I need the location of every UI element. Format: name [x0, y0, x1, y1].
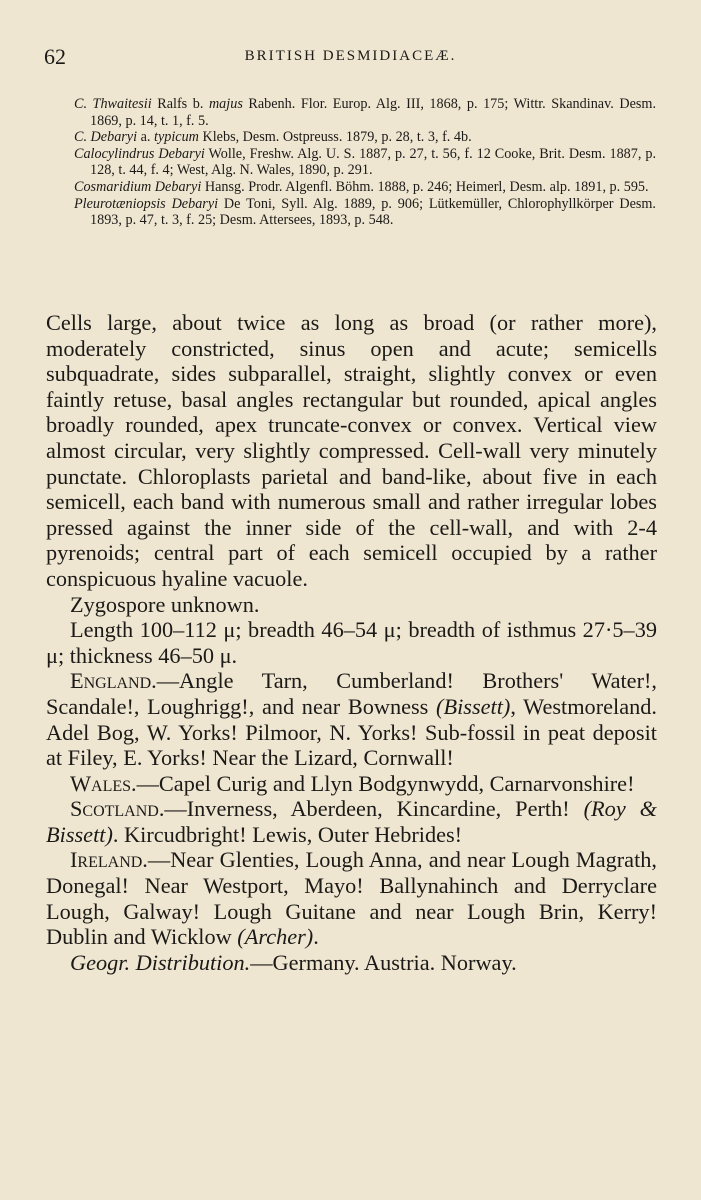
- synonym-entry: C. Thwaitesii Ralfs b. majus Rabenh. Flor. Europ. Alg. III, 1868, p. 175; Wittr. Skandinav. Desm. 1869, p. 14, t. 1, f. 5.: [74, 96, 656, 129]
- region-label: England.: [70, 668, 157, 694]
- description-paragraph: Cells large, about twice as long as broad (or rather more), moderately constricted, sinus open and acute; semicells subquadrate, sides subparallel, straight, slightly convex or even faintly retuse, basal angles rectangular but rounded, apical angles broadly rounded, apex truncate-convex or convex. Vertical view almost circular, very slightly compressed. Cell-wall very minutely punctate. Chloroplasts parietal and band-like, about five in each semicell, each band with numerous small and rather irregular lobes pressed against the inner side of the cell-wall, and with 2-4 pyrenoids; central part of each semicell occupied by a rather conspicuous hyaline vacuole.: [46, 310, 657, 591]
- zygospore-note: Zygospore unknown.: [70, 591, 260, 617]
- region-label: Scotland.: [70, 796, 165, 822]
- page-header: [44, 44, 657, 74]
- region-label: Wales.: [70, 770, 137, 796]
- running-title: BRITISH DESMIDIACEÆ.: [244, 48, 457, 64]
- geographic-distribution: Geogr. Distribution.—Germany. Austria. Norway.: [70, 949, 517, 975]
- synonym-entry: Cosmaridium Debaryi Hansg. Prodr. Algenfl. Böhm. 1888, p. 246; Heimerl, Desm. alp. 1891, p. 595.: [74, 178, 649, 195]
- locality-scotland: Scotland.—Inverness, Aberdeen, Kincardine, Perth! (Roy & Bissett). Kircudbright! Lewis, Outer Hebrides!: [46, 796, 657, 847]
- locality-ireland: Ireland.—Near Glenties, Lough Anna, and near Lough Magrath, Donegal! Near Westport, Mayo! Ballynahinch and Derryclare Lough, Galway! Lough Guitane and near Lough Brin, Kerry! Dublin and Wicklow (Archer).: [46, 847, 657, 950]
- locality-wales: Wales.—Capel Curig and Llyn Bodgynwydd, Carnarvonshire!: [70, 770, 635, 796]
- synonymy-list: [74, 96, 656, 229]
- synonym-entry: Pleurotæniopsis Debaryi De Toni, Syll. Alg. 1889, p. 906; Lütkemüller, Chlorophyllkörper Desm. 1893, p. 47, t. 3, f. 25; Desm. Attersees, 1893, p. 548.: [74, 195, 656, 229]
- collector-name: (Bissett): [436, 693, 511, 719]
- synonym-entry: C. Debaryi a. typicum Klebs, Desm. Ostpreuss. 1879, p. 28, t. 3, f. 4b.: [74, 129, 472, 146]
- locality-england: England.—Angle Tarn, Cumberland! Brothers' Water!, Scandale!, Loughrigg!, and near Bowness (Bissett), Westmoreland. Adel Bog, W. Yorks! Pilmoor, N. Yorks! Sub-fossil in peat deposit at Filey, E. Yorks! Near the Lizard, Cornwall!: [46, 668, 657, 771]
- species-description: [46, 310, 657, 975]
- region-label: Ireland.: [70, 847, 148, 873]
- page-number: 62: [44, 44, 66, 69]
- distribution-label: Geogr. Distribution.: [70, 949, 251, 975]
- collector-name: (Archer): [237, 924, 314, 950]
- collector-name: (Roy & Bissett): [46, 796, 657, 847]
- dimensions-paragraph: Length 100–112 μ; breadth 46–54 μ; breadth of isthmus 27·5–39 μ; thickness 46–50 μ.: [46, 617, 657, 668]
- synonym-entry: Calocylindrus Debaryi Wolle, Freshw. Alg. U. S. 1887, p. 27, t. 56, f. 12 Cooke, Brit. Desm. 1887, p. 128, t. 44, f. 4; West, Alg. N. Wales, 1890, p. 291.: [74, 145, 656, 179]
